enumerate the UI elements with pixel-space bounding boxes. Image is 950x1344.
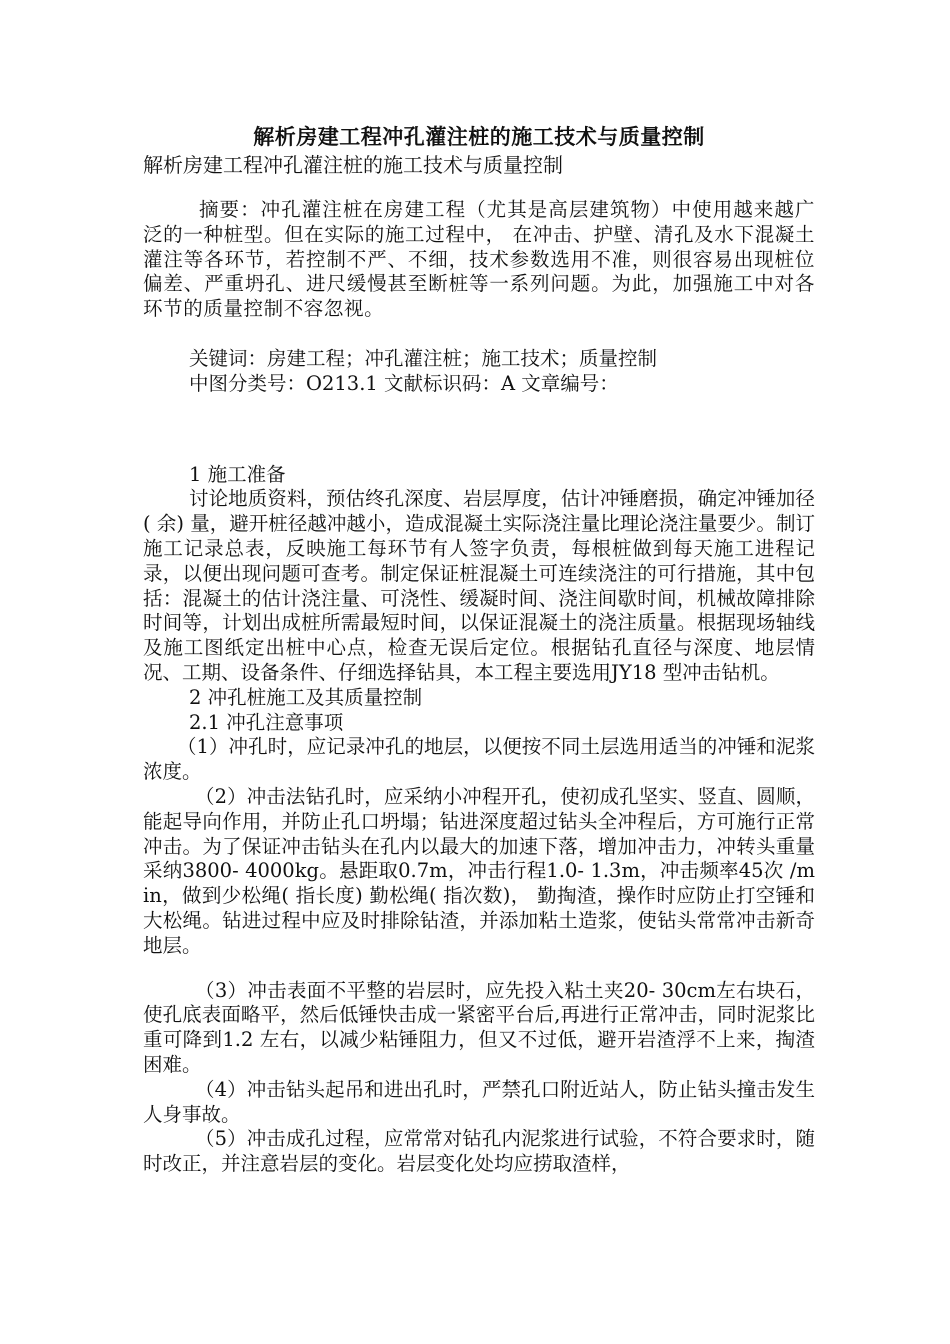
section-2-1-heading: 2.1 冲孔注意事项 — [189, 710, 344, 734]
list-item-4: （4）冲击钻头起吊和进出孔时，严禁孔口附近站人，防止钻头撞击发生人身事故。 — [143, 1077, 815, 1126]
document-subtitle: 解析房建工程冲孔灌注桩的施工技术与质量控制 — [143, 153, 563, 177]
list-item-3: （3）冲击表面不平整的岩层时，应先投入粘土夹20- 30cm左右块石，使孔底表面略平，然后低锤快击成一紧密平台后,再进行正常冲击，同时泥浆比重可降到1.2 左右，以减少粘锤阻力，但又不过低，避开岩渣浮不上来，掏渣困难。 — [143, 978, 815, 1076]
document-title: 解析房建工程冲孔灌注桩的施工技术与质量控制 — [253, 124, 705, 149]
list-item-2: （2）冲击法钻孔时，应采纳小冲程开孔，使初成孔坚实、竖直、圆顺，能起导向作用，并防止孔口坍塌；钻进深度超过钻头全冲程后，方可施行正常冲击。为了保证冲击钻头在孔内以最大的加速下落，增加冲击力，冲转头重量采纳3800- 4000kg。悬距取0.7m，冲击行程1.0- 1.3m，冲击频率45次 /min，做到少松绳( 指长度) 勤松绳( 指次数)， 勤掏渣，操作时应防止打空锤和大松绳。钻进过程中应及时排除钻渣，并添加粘土造浆，使钻头常常冲击新奇地层。 — [143, 784, 815, 957]
spacer — [143, 959, 815, 979]
list-item-5: （5）冲击成孔过程，应常常对钻孔内泥浆进行试验，不符合要求时，随时改正，并注意岩层的变化。岩层变化处均应捞取渣样， — [143, 1127, 815, 1176]
document-body — [143, 122, 815, 1177]
keywords-line: 关键词：房建工程；冲孔灌注桩；施工技术；质量控制 — [189, 346, 658, 370]
spacer — [143, 397, 815, 463]
list-item-1: （1）冲孔时，应记录冲孔的地层，以便按不同土层选用适当的冲锤和泥浆浓度。 — [143, 735, 815, 784]
section-2-heading: 2 冲孔桩施工及其质量控制 — [189, 685, 423, 709]
section-1-body: 讨论地质资料，预估终孔深度、岩层厚度，估计冲锤磨损，确定冲锤加径( 余) 量，避开桩径越冲越小，造成混凝土实际浇注量比理论浇注量要少。制订施工记录总表，反映施工每环节有人签字负责，每根桩做到每天施工进程记录，以便出现问题可查考。制定保证桩混凝土可连续浇注的可行措施，其中包括：混凝土的估计浇注量、可浇性、缓凝时间、浇注间歇时间，机械故障排除时间等，计划出成桩所需最短时间，以保证混凝土的浇注质量。根据现场轴线及施工图纸定出桩中心点，检查无误后定位。根据钻孔直径与深度、地层情况、工期、设备条件、仔细选择钻具，本工程主要选用JY18 型冲击钻机。 — [143, 487, 815, 684]
metadata-block — [143, 347, 815, 397]
classification-line: 中图分类号：O213.1 文献标识码：A 文章编号： — [189, 371, 619, 395]
abstract-paragraph: 摘要：冲孔灌注桩在房建工程（尤其是高层建筑物）中使用越来越广泛的一种桩型。但在实际的施工过程中， 在冲击、护壁、清孔及水下混凝土灌注等各环节，若控制不严、不细，技术参数选用不准，则很容易出现桩位偏差、严重坍孔、进尺缓慢甚至断桩等一系列问题。为此，加强施工中对各环节的质量控制不容忽视。 — [143, 198, 815, 321]
section-1-heading: 1 施工准备 — [189, 462, 286, 486]
